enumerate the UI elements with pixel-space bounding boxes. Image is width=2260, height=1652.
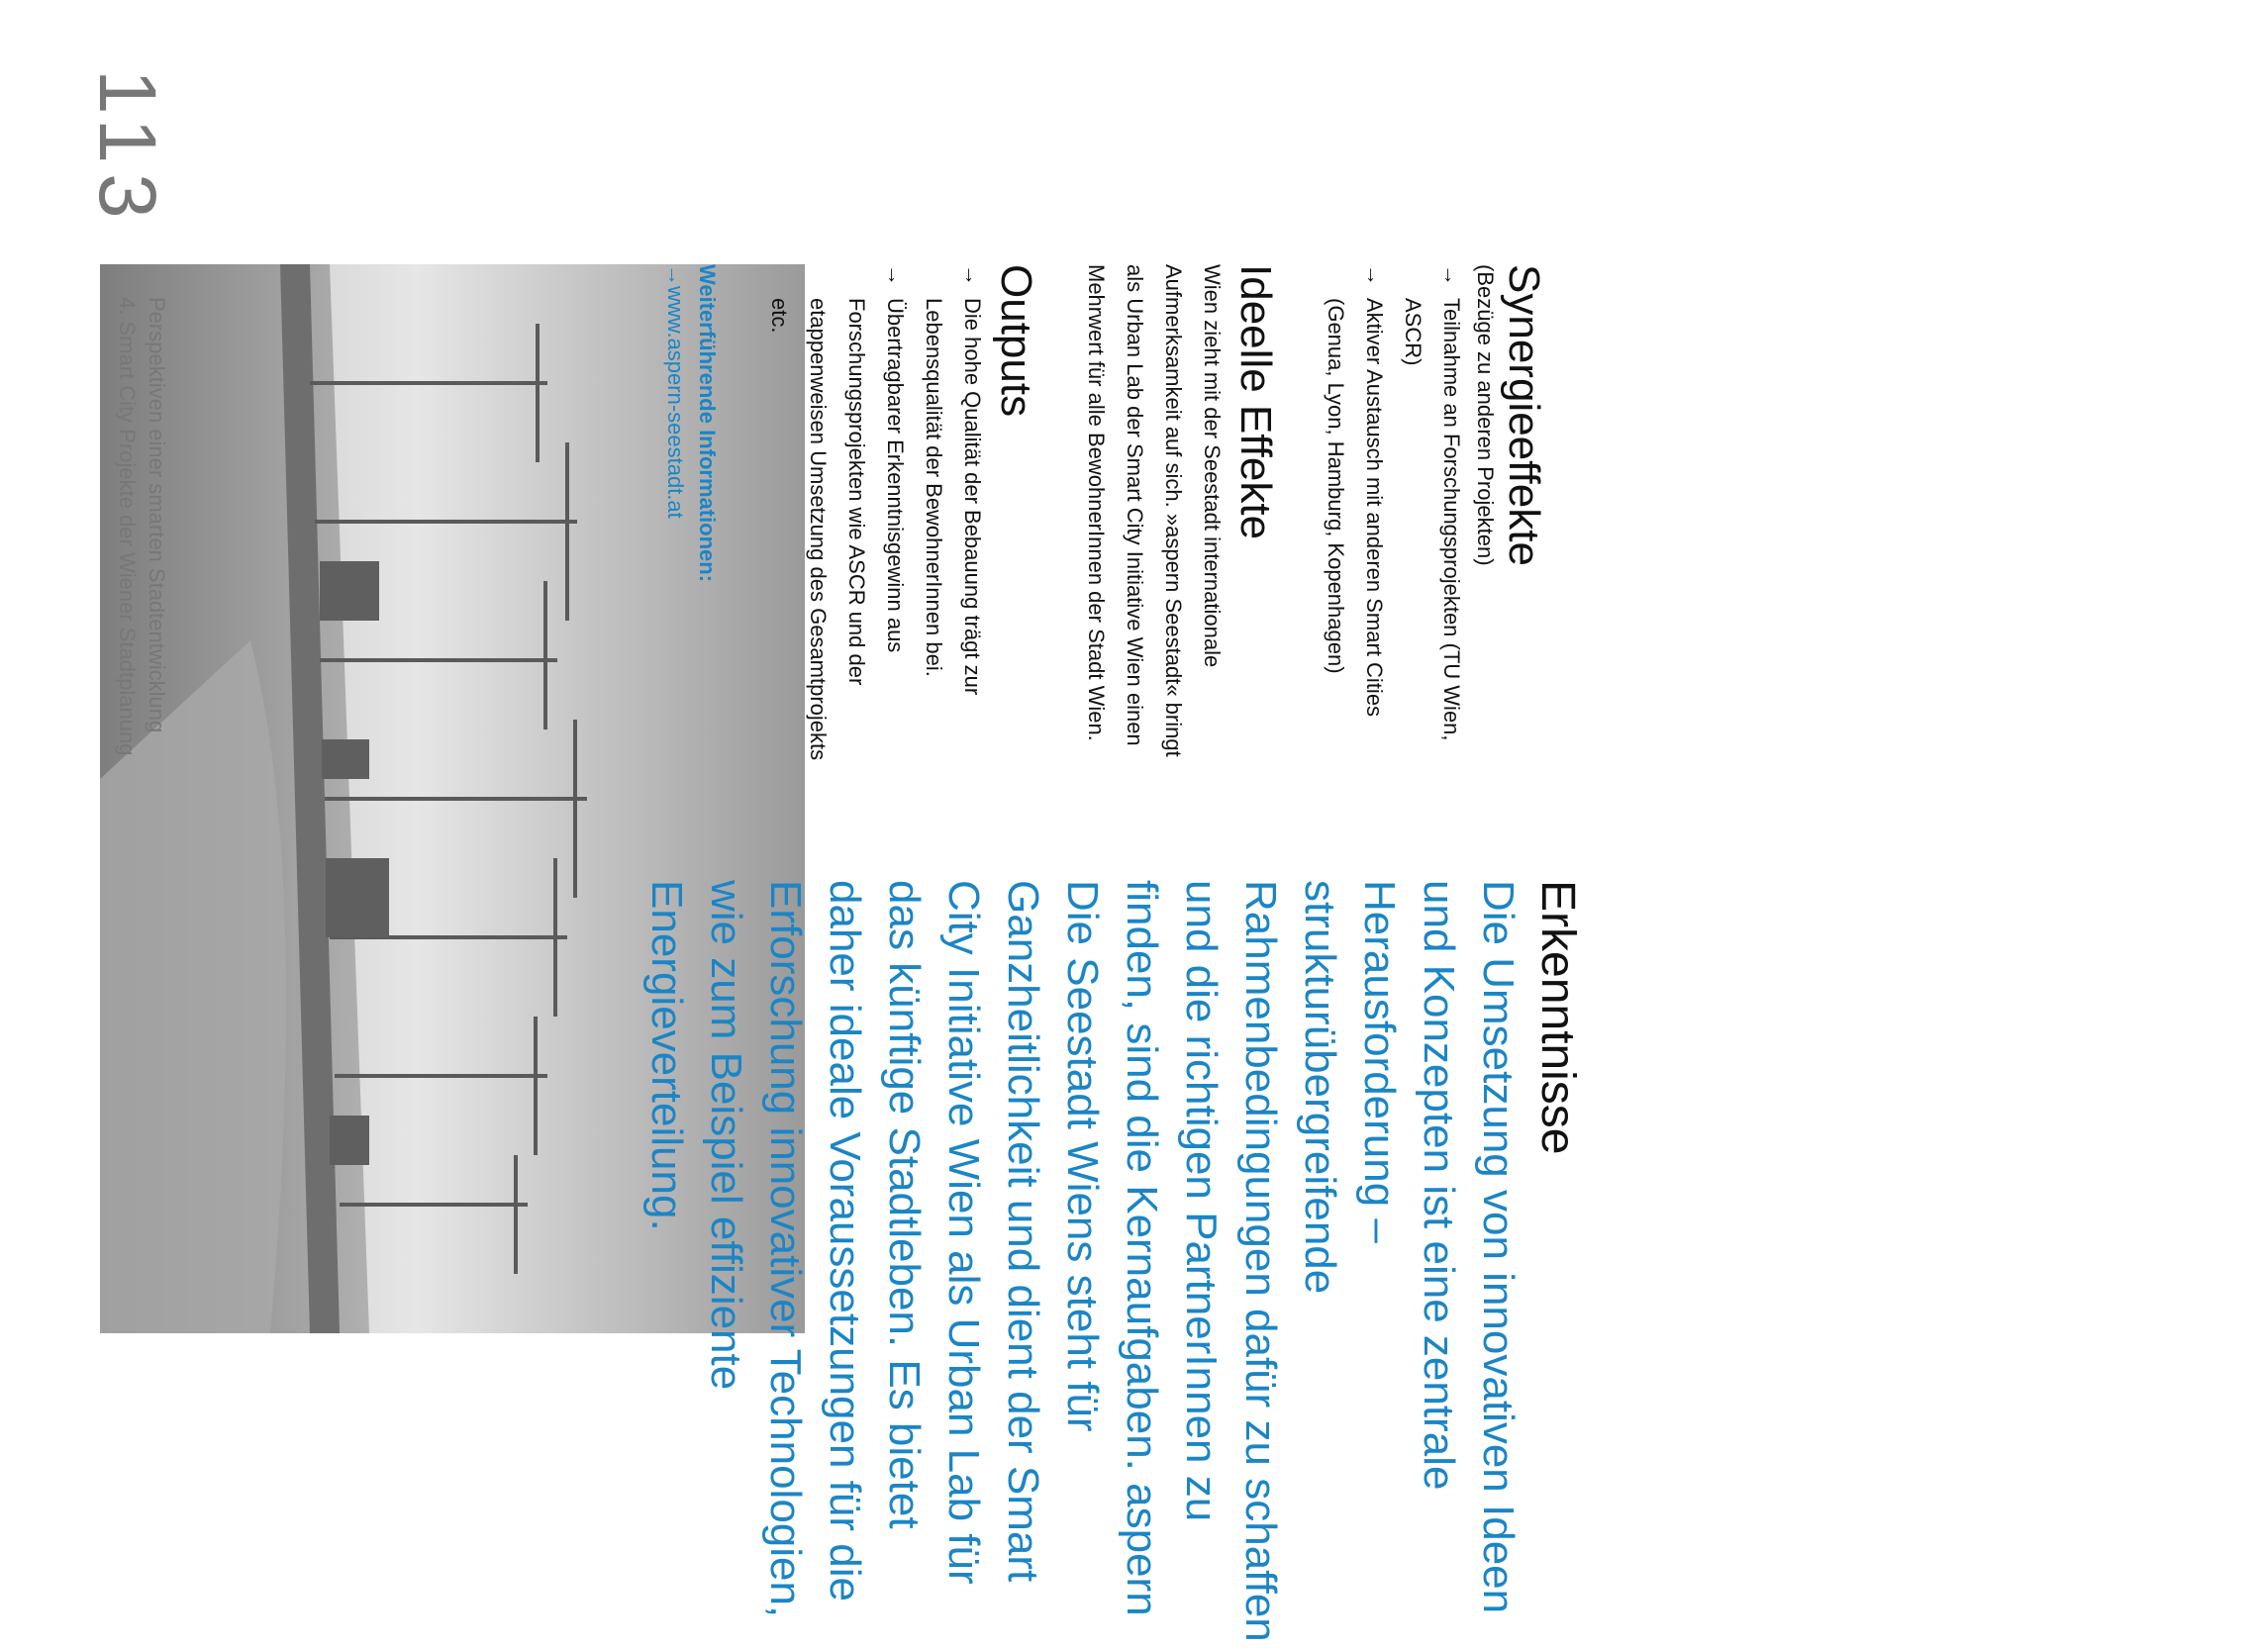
arrow-right-icon: → bbox=[883, 264, 908, 286]
arrow-right-icon: → bbox=[1439, 264, 1464, 286]
more-info bbox=[659, 264, 723, 774]
left-column bbox=[663, 264, 1548, 774]
more-info-title: Weiterführende Informationen: bbox=[695, 264, 720, 583]
list-item bbox=[915, 264, 992, 774]
list-item-text: Die hohe Qualität der Bebauung trägt zur Lebensqualität der BewohnerInnen bei. bbox=[922, 298, 985, 696]
running-footer bbox=[112, 297, 171, 1188]
synergy-section bbox=[1317, 264, 1547, 774]
more-info-link-text: www.aspern-seestadt.at bbox=[663, 286, 688, 519]
ideal-effects-section bbox=[1077, 264, 1279, 774]
synergy-list bbox=[1317, 264, 1471, 774]
insights-text: Die Umsetzung von innovativen Ideen und Konzepten ist eine zentrale Herausforderung – strukturübergreifende Rahmenbedingungen dafür zu schaffen und die richtigen PartnerInnen zu finden, sind die Kernaufgaben. aspern Die Seestadt Wiens steht für Ganzheitlichkeit und dient der Smart City Initiative Wien als Urban Lab für das künftige Stadtleben. Es bietet daher ideale Voraussetzungen für die Erforschung innovativer Technologien, wie zum Beispiel effiziente Energieverteilung. bbox=[642, 880, 1523, 1642]
list-item-text: Übertragbarer Erkenntnisgewinn aus Forschungsprojekten wie ASCR und der etappenweisen Umsetzung des Gesamtprojekts etc. bbox=[767, 298, 908, 761]
arrow-right-icon: → bbox=[1362, 264, 1387, 286]
insights-column bbox=[642, 880, 1587, 1652]
ideal-effects-heading: Ideelle Effekte bbox=[1231, 264, 1280, 540]
list-item bbox=[1317, 264, 1394, 774]
synergy-subtitle: (Bezüge zu anderen Projekten) bbox=[1473, 264, 1498, 566]
arrow-right-icon: → bbox=[960, 264, 985, 286]
outputs-section bbox=[760, 264, 1039, 774]
outputs-list bbox=[760, 264, 992, 774]
footer-line-2: 4. Smart City Projekte der Wiener Stadtplanung bbox=[115, 297, 140, 756]
list-item bbox=[760, 264, 915, 774]
insights-heading: Erkenntnisse bbox=[1531, 880, 1584, 1155]
arrow-right-icon: → bbox=[663, 264, 688, 286]
list-item-text: Teilnahme an Forschungsprojekten (TU Wien, ASCR) bbox=[1401, 298, 1464, 741]
footer-line-1: Perspektiven einer smarten Stadtentwicklung bbox=[145, 297, 169, 733]
page-number: 113 bbox=[82, 69, 172, 229]
synergy-heading: Synergieeffekte bbox=[1500, 264, 1548, 566]
list-item bbox=[1394, 264, 1471, 774]
list-item-text: Aktiver Austausch mit anderen Smart Cities (Genua, Lyon, Hamburg, Kopenhagen) bbox=[1324, 298, 1387, 718]
more-info-link[interactable] bbox=[659, 264, 691, 774]
outputs-heading: Outputs bbox=[992, 264, 1040, 418]
ideal-effects-text: Wien zieht mit der Seestadt internationale Aufmerksamkeit auf sich. »aspern Seestadt« bringt als Urban Lab der Smart City Initiative Wien einen Mehrwert für alle BewohnerInnen der Stadt Wien. bbox=[1084, 264, 1225, 757]
